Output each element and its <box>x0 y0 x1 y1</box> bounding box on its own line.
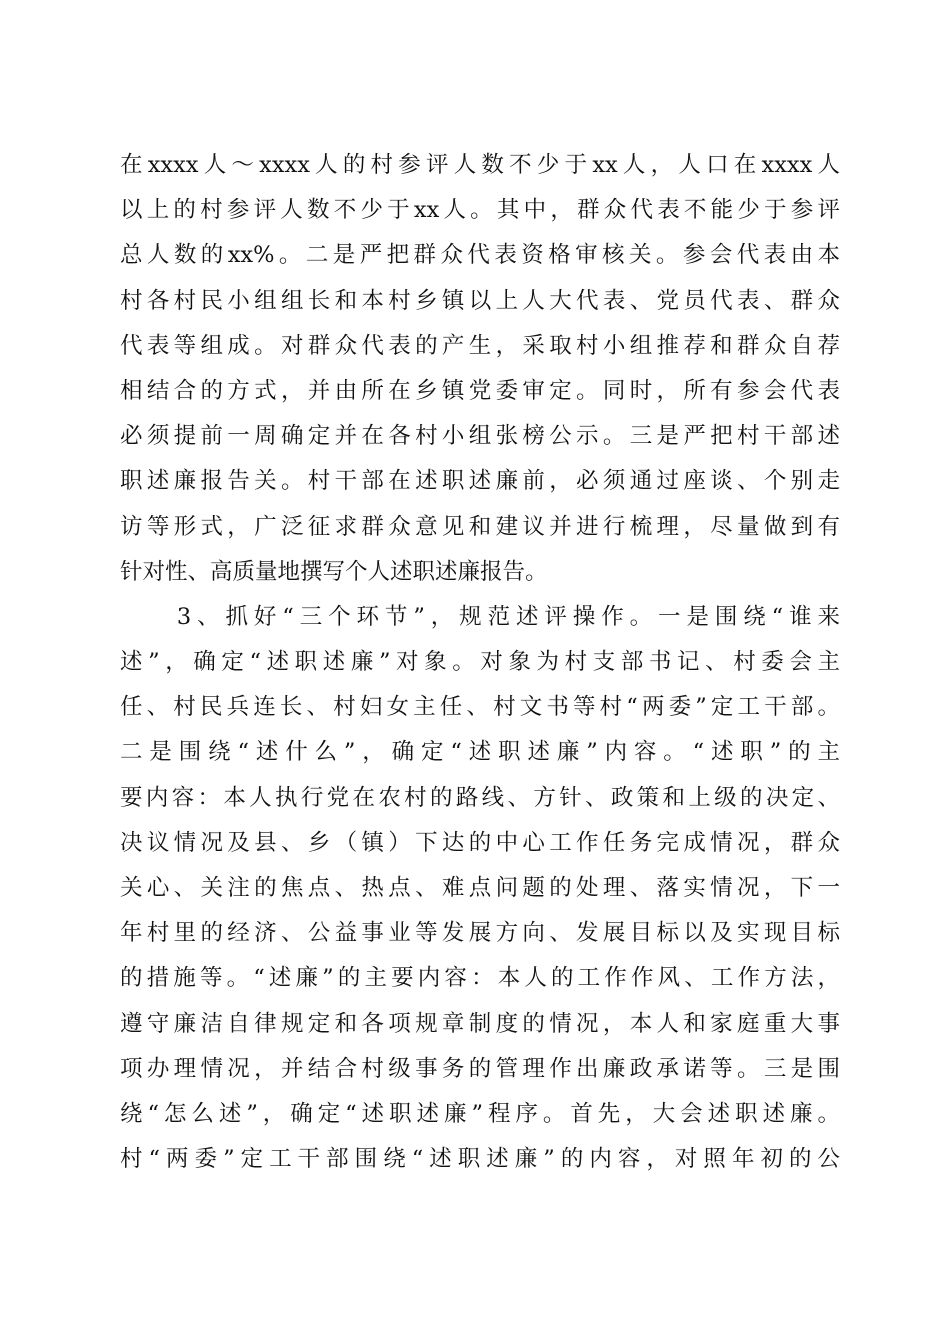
text-line-3: 总人数的xx%。二是严把群众代表资格审核关。参会代表由本 <box>120 242 840 269</box>
text-line-20: 遵守廉洁自律规定和各项规章制度的情况，本人和家庭重大事 <box>120 1010 840 1037</box>
body-text <box>120 143 840 1182</box>
text-line-12: 述”，确定“述职述廉”对象。对象为村支部书记、村委会主 <box>120 649 840 676</box>
text-line-9: 访等形式，广泛征求群众意见和建议并进行梳理，尽量做到有 <box>120 513 840 540</box>
text-line-5: 代表等组成。对群众代表的产生，采取村小组推荐和群众自荐 <box>120 332 840 359</box>
text-line-18: 年村里的经济、公益事业等发展方向、发展目标以及实现目标 <box>120 920 840 947</box>
text-line-23: 村“两委”定工干部围绕“述职述廉”的内容，对照年初的公 <box>120 1146 840 1173</box>
text-line-21: 项办理情况，并结合村级事务的管理作出廉政承诺等。三是围 <box>120 1055 840 1082</box>
text-line-1: 在xxxx人～xxxx人的村参评人数不少于xx人，人口在xxxx人 <box>120 152 840 178</box>
text-line-10-paragraph-end: 针对性、高质量地撰写个人述职述廉报告。 <box>120 558 548 585</box>
text-line-15: 要内容：本人执行党在农村的路线、方针、政策和上级的决定、 <box>120 784 840 811</box>
text-line-14: 二是围绕“述什么”，确定“述职述廉”内容。“述职”的主 <box>120 739 840 766</box>
text-line-13: 任、村民兵连长、村妇女主任、村文书等村“两委”定工干部。 <box>120 694 840 721</box>
text-line-6: 相结合的方式，并由所在乡镇党委审定。同时，所有参会代表 <box>120 377 840 404</box>
text-line-8: 职述廉报告关。村干部在述职述廉前，必须通过座谈、个别走 <box>120 468 840 495</box>
text-line-22: 绕“怎么述”，确定“述职述廉”程序。首先，大会述职述廉。 <box>120 1100 840 1127</box>
text-line-7: 必须提前一周确定并在各村小组张榜公示。三是严把村干部述 <box>120 423 840 450</box>
text-line-17: 关心、关注的焦点、热点、难点问题的处理、落实情况，下一 <box>120 875 840 901</box>
text-line-11-paragraph-start: 3、抓好“三个环节”，规范述评操作。一是围绕“谁来 <box>120 603 840 630</box>
text-line-2: 以上的村参评人数不少于xx人。其中，群众代表不能少于参评 <box>120 197 840 224</box>
text-line-16: 决议情况及县、乡（镇）下达的中心工作任务完成情况，群众 <box>120 829 840 856</box>
text-line-19: 的措施等。“述廉”的主要内容：本人的工作作风、工作方法， <box>120 965 840 992</box>
text-line-4: 村各村民小组组长和本村乡镇以上人大代表、党员代表、群众 <box>120 287 840 314</box>
